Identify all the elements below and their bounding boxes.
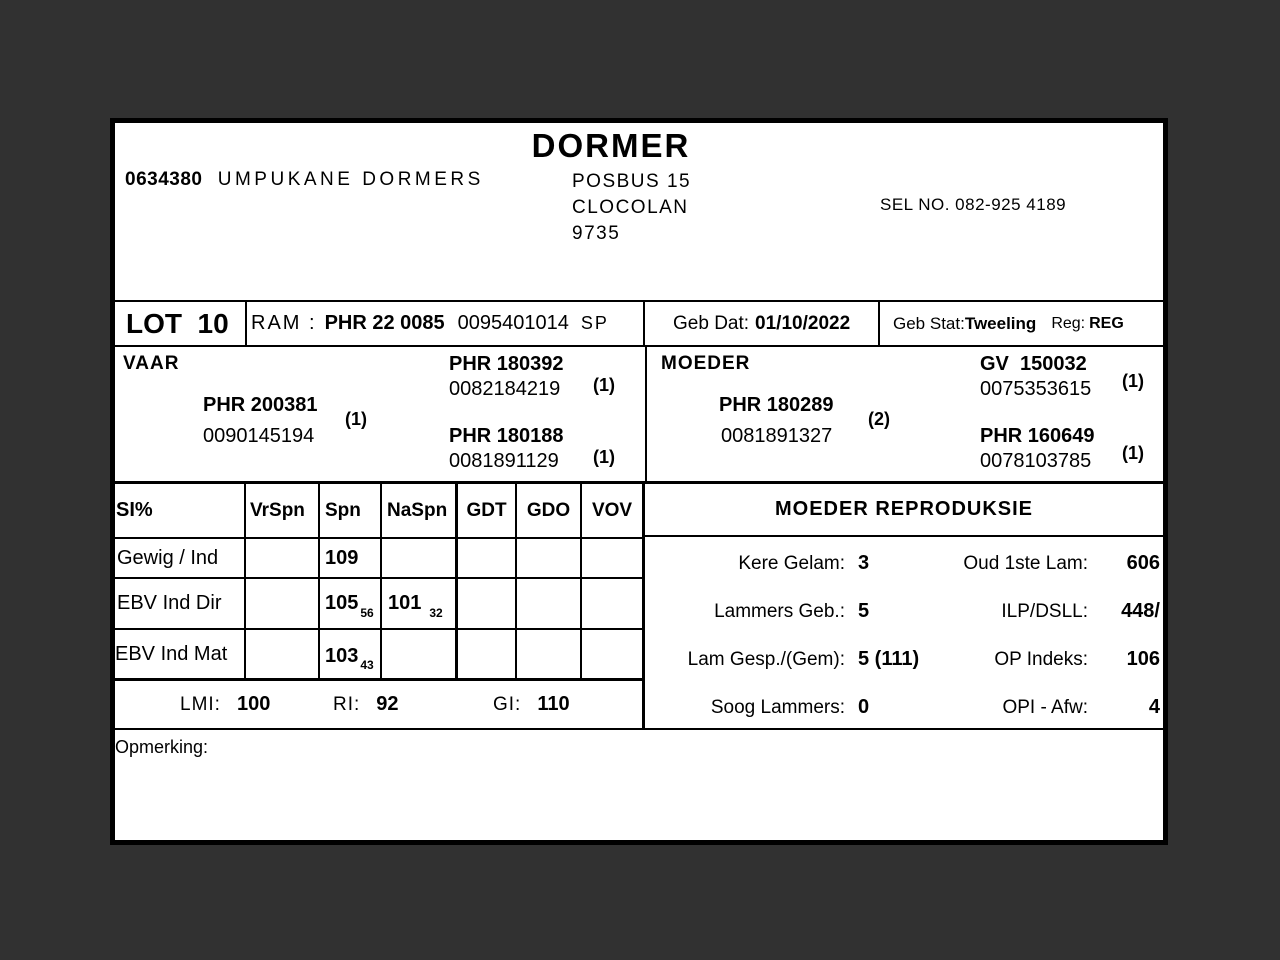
dam-grandsire-name: GV 150032 xyxy=(980,353,1087,375)
repro-value: 106 xyxy=(1126,647,1160,670)
table-line xyxy=(380,484,382,678)
column-header-vov: VOV xyxy=(591,499,633,521)
row-label: EBV Ind Dir xyxy=(117,592,222,614)
sire-granddam-tag: 0081891129 xyxy=(449,450,559,472)
spn-value: 103 xyxy=(325,644,359,667)
sire-name: PHR 200381 xyxy=(203,394,318,416)
lmi-label: LMI: xyxy=(180,693,221,715)
repro-value: 3 xyxy=(858,551,870,574)
repro-label: Lammers Geb.: xyxy=(714,600,845,622)
birth-date-cell xyxy=(645,302,880,345)
dam-grandsire-note: (1) xyxy=(1122,371,1144,391)
column-header-gdo: GDO xyxy=(526,499,571,521)
column-header-vrspn: VrSpn xyxy=(250,499,305,521)
repro-label: Soog Lammers: xyxy=(710,696,845,718)
ram-label: RAM : xyxy=(251,312,317,334)
sire-pedigree-box xyxy=(115,347,645,481)
reg-label: Reg: xyxy=(1051,314,1086,332)
breed-title: DORMER xyxy=(531,127,691,164)
reproduction-row xyxy=(645,600,1163,623)
spn-accuracy: 56 xyxy=(360,605,374,620)
si-index-table xyxy=(115,481,645,681)
sire-heading: VAAR xyxy=(123,353,180,374)
gi-pair xyxy=(493,681,570,728)
dam-name: PHR 180289 xyxy=(719,394,834,416)
sire-grandsire-name: PHR 180392 xyxy=(449,353,564,375)
column-header-si: SI% xyxy=(116,499,153,521)
ram-id: PHR 22 0085 xyxy=(324,312,445,334)
ram-tag-number: 0095401014 xyxy=(457,312,569,334)
row-label: Gewig / Ind xyxy=(117,546,219,569)
mother-reproduction-box xyxy=(645,481,1163,728)
dam-granddam-tag: 0078103785 xyxy=(980,450,1092,472)
repro-label: Kere Gelam: xyxy=(738,552,845,574)
spn-value: 109 xyxy=(325,546,359,569)
ri-label: RI: xyxy=(333,693,361,715)
lot-number: LOT 10 xyxy=(126,307,229,339)
row-label: EBV Ind Mat xyxy=(115,642,228,665)
stud-name: UMPUKANE DORMERS xyxy=(217,169,484,190)
repro-value: 0 xyxy=(858,695,870,718)
gi-label: GI: xyxy=(493,693,522,715)
phone-number: SEL NO. 082-925 4189 xyxy=(880,195,1067,214)
reproduction-rows xyxy=(645,539,1163,731)
sire-tag: 0090145194 xyxy=(203,425,315,447)
dam-granddam-note: (1) xyxy=(1122,443,1144,463)
reproduction-heading: MOEDER REPRODUKSIE xyxy=(645,484,1163,537)
remarks-label: Opmerking: xyxy=(115,737,209,757)
naspn-value: 101 xyxy=(388,592,422,614)
dam-grandsire-tag: 0075353615 xyxy=(980,378,1092,400)
dam-tag: 0081891327 xyxy=(721,425,833,447)
spn-accuracy: 43 xyxy=(360,658,374,672)
ri-pair xyxy=(333,681,399,728)
dam-heading: MOEDER xyxy=(661,353,751,374)
reg-status: REG xyxy=(1089,314,1124,332)
address-line: 9735 xyxy=(572,223,621,244)
birth-date-label: Geb Dat: xyxy=(673,312,750,334)
repro-label: Lam Gesp./(Gem): xyxy=(687,648,845,670)
repro-label: Oud 1ste Lam: xyxy=(963,552,1088,574)
breeder-address xyxy=(572,169,691,247)
repro-label: OP Indeks: xyxy=(994,648,1088,670)
lmi-value: 100 xyxy=(236,693,271,715)
dam-granddam-name: PHR 160649 xyxy=(980,425,1095,447)
column-header-spn: Spn xyxy=(325,499,361,521)
ram-suffix: SP xyxy=(580,313,609,333)
address-line: CLOCOLAN xyxy=(572,197,689,218)
lmi-pair xyxy=(180,681,270,728)
repro-label: ILP/DSLL: xyxy=(1001,600,1088,622)
dam-note: (2) xyxy=(868,409,890,429)
lot-row xyxy=(115,300,1163,347)
repro-value: 5 xyxy=(858,599,870,622)
table-value xyxy=(325,634,380,678)
table-line xyxy=(244,484,246,678)
ram-id-cell xyxy=(247,302,645,345)
birth-status: Tweeling xyxy=(964,313,1037,333)
naspn-accuracy: 32 xyxy=(429,605,443,620)
birth-status-cell xyxy=(880,302,1163,345)
sire-granddam-note: (1) xyxy=(593,447,615,467)
member-number: 0634380 xyxy=(125,169,203,190)
auction-catalog-card xyxy=(110,118,1168,845)
column-header-naspn: NaSpn xyxy=(387,499,448,521)
repro-label: OPI - Afw: xyxy=(1002,696,1088,718)
repro-value: 4 xyxy=(1148,695,1160,718)
ri-value: 92 xyxy=(376,693,399,715)
reproduction-row xyxy=(645,696,1163,719)
reproduction-row xyxy=(645,552,1163,575)
remarks-box xyxy=(115,728,1163,840)
sire-grandsire-tag: 0082184219 xyxy=(449,378,561,400)
spn-value: 105 xyxy=(325,592,359,614)
birth-date: 01/10/2022 xyxy=(755,312,851,334)
repro-value: 448/ xyxy=(1121,599,1160,622)
repro-value: 5 (111) xyxy=(858,647,920,670)
column-header-gdt: GDT xyxy=(466,499,507,521)
index-summary-row xyxy=(115,681,645,728)
table-value xyxy=(325,539,380,577)
sire-grandsire-note: (1) xyxy=(593,375,615,395)
table-line xyxy=(318,484,320,678)
sire-granddam-name: PHR 180188 xyxy=(449,425,564,447)
sire-note: (1) xyxy=(345,409,367,429)
gi-value: 110 xyxy=(537,693,570,715)
dam-pedigree-box xyxy=(645,347,1163,481)
breeder-line xyxy=(125,169,484,191)
address-line: POSBUS 15 xyxy=(572,171,692,192)
lot-number-cell xyxy=(115,302,247,345)
reproduction-row xyxy=(645,648,1163,671)
table-value xyxy=(325,579,380,628)
repro-value: 606 xyxy=(1126,551,1160,574)
birth-status-label: Geb Stat: xyxy=(893,313,965,333)
table-value xyxy=(388,579,454,628)
